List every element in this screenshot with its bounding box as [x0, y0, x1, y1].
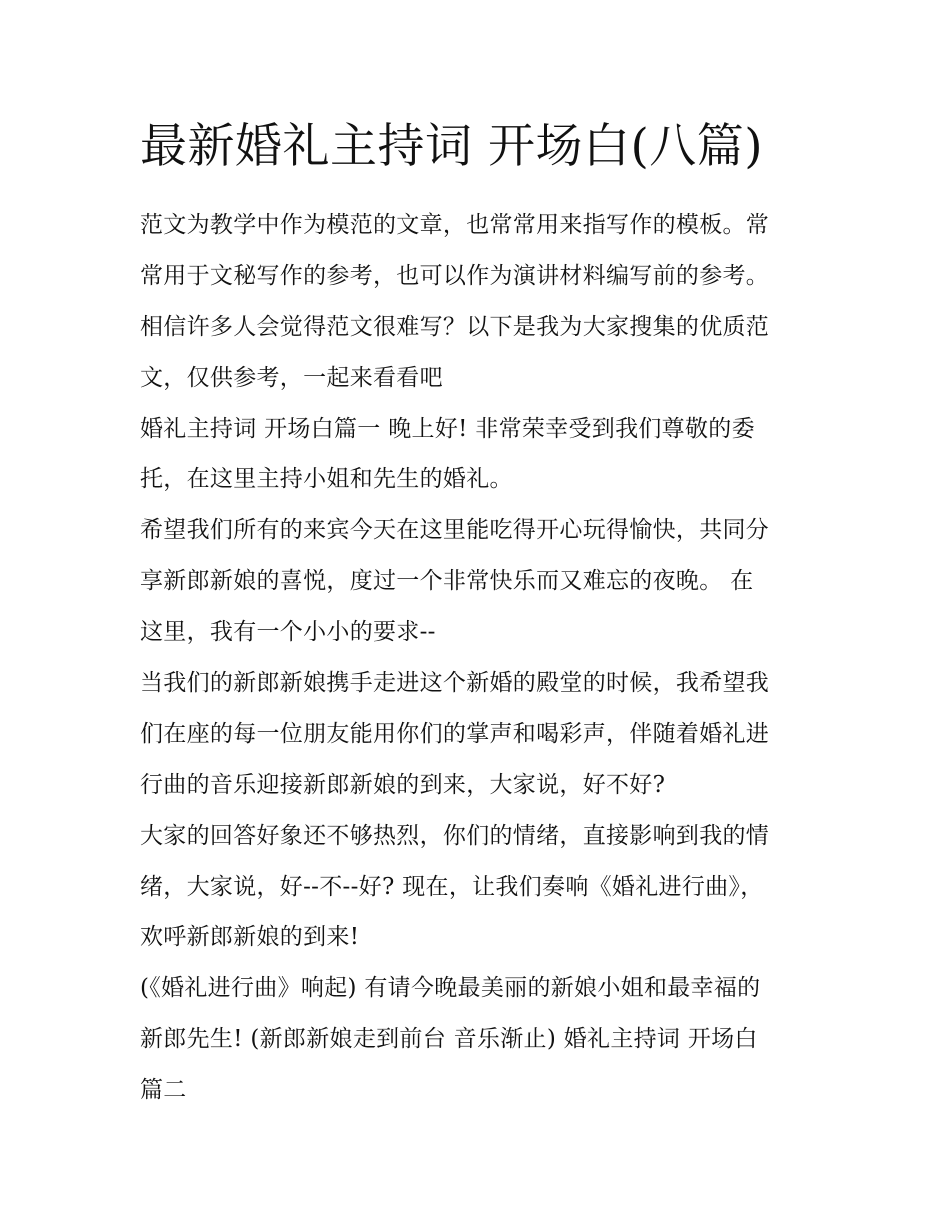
text-line: (《婚礼进行曲》响起) 有请今晚最美丽的新娘小姐和最幸福的	[140, 975, 761, 1002]
text-line: 当我们的新郎新娘携手走进这个新婚的殿堂的时候，我希望我	[140, 670, 770, 697]
text-line: 托，在这里主持小姐和先生的婚礼。	[140, 466, 513, 493]
text-line: 希望我们所有的来宾今天在这里能吃得开心玩得愉快，共同分	[140, 517, 770, 544]
paragraph-couple-entrance	[140, 963, 812, 1116]
text-line: 们在座的每一位朋友能用你们的掌声和喝彩声，伴随着婚礼进	[140, 720, 770, 747]
paragraph-applause-request	[140, 658, 812, 811]
text-line: 范文为教学中作为模范的文章，也常常用来指写作的模板。常	[140, 212, 770, 238]
text-line: 常用于文秘写作的参考，也可以作为演讲材料编写前的参考。	[140, 262, 770, 289]
document-body	[140, 200, 812, 1116]
text-line: 相信许多人会觉得范文很难写？以下是我为大家搜集的优质范	[140, 313, 770, 340]
paragraph-intro	[140, 200, 812, 404]
document-title: 最新婚礼主持词 开场白(八篇)	[140, 119, 764, 174]
paragraph-wishes	[140, 505, 812, 658]
text-line: 篇二	[140, 1077, 187, 1104]
text-line: 绪，大家说，好--不--好? 现在，让我们奏响《婚礼进行曲》，	[140, 873, 764, 900]
text-line: 婚礼主持词 开场白篇一 晚上好! 非常荣幸受到我们尊敬的委	[140, 415, 755, 442]
text-line: 享新郎新娘的喜悦，度过一个非常快乐而又难忘的夜晚。 在	[140, 568, 754, 595]
paragraph-section-one-opening	[140, 404, 812, 506]
text-line: 欢呼新郎新娘的到来!	[140, 924, 360, 951]
text-line: 新郎先生! (新郎新娘走到前台 音乐渐止) 婚礼主持词 开场白	[140, 1026, 758, 1053]
text-line: 这里，我有一个小小的要求--	[140, 619, 436, 646]
paragraph-wedding-march	[140, 811, 812, 964]
text-line: 大家的回答好象还不够热烈，你们的情绪，直接影响到我的情	[140, 822, 770, 849]
text-line: 行曲的音乐迎接新郎新娘的到来，大家说，好不好?	[140, 771, 666, 798]
text-line: 文，仅供参考，一起来看看吧	[140, 364, 443, 391]
